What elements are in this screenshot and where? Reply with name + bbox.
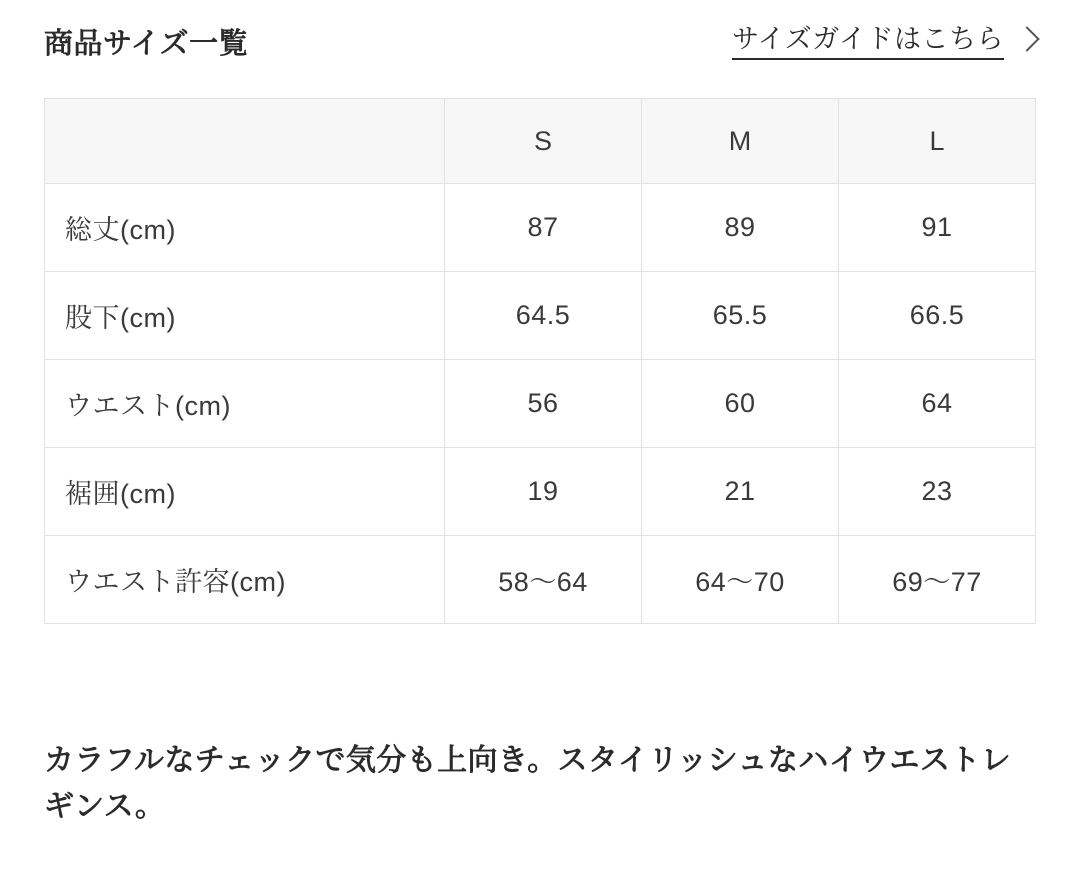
row-label-waist-tolerance: ウエスト許容(cm) bbox=[45, 536, 445, 624]
table-row bbox=[45, 536, 1036, 624]
size-table-wrapper bbox=[44, 98, 1036, 624]
table-header-m: M bbox=[642, 99, 839, 184]
cell-total-length-l: 91 bbox=[839, 184, 1036, 272]
size-table-body bbox=[45, 184, 1036, 624]
table-row bbox=[45, 448, 1036, 536]
row-label-waist: ウエスト(cm) bbox=[45, 360, 445, 448]
chevron-right-icon bbox=[1014, 26, 1039, 51]
row-label-inseam: 股下(cm) bbox=[45, 272, 445, 360]
row-label-hem: 裾囲(cm) bbox=[45, 448, 445, 536]
cell-waist-s: 56 bbox=[445, 360, 642, 448]
cell-hem-l: 23 bbox=[839, 448, 1036, 536]
table-header-s: S bbox=[445, 99, 642, 184]
size-table bbox=[44, 98, 1036, 624]
cell-inseam-m: 65.5 bbox=[642, 272, 839, 360]
row-label-total-length: 総丈(cm) bbox=[45, 184, 445, 272]
table-row bbox=[45, 272, 1036, 360]
page-title: 商品サイズ一覧 bbox=[44, 28, 249, 61]
cell-hem-s: 19 bbox=[445, 448, 642, 536]
table-row bbox=[45, 184, 1036, 272]
table-header-l: L bbox=[839, 99, 1036, 184]
size-guide-link-label: サイズガイドはこちら bbox=[732, 24, 1004, 60]
section-header bbox=[44, 0, 1036, 62]
size-table-header bbox=[45, 99, 1036, 184]
cell-waist-tolerance-s: 58〜64 bbox=[445, 536, 642, 624]
cell-total-length-s: 87 bbox=[445, 184, 642, 272]
cell-waist-l: 64 bbox=[839, 360, 1036, 448]
size-guide-link[interactable] bbox=[732, 24, 1036, 62]
cell-waist-tolerance-l: 69〜77 bbox=[839, 536, 1036, 624]
cell-inseam-l: 66.5 bbox=[839, 272, 1036, 360]
table-header-row bbox=[45, 99, 1036, 184]
cell-waist-m: 60 bbox=[642, 360, 839, 448]
product-description: カラフルなチェックで気分も上向き。スタイリッシュなハイウエストレギンス。 bbox=[44, 744, 1012, 823]
table-header-blank bbox=[45, 99, 445, 184]
cell-total-length-m: 89 bbox=[642, 184, 839, 272]
table-row bbox=[45, 360, 1036, 448]
cell-hem-m: 21 bbox=[642, 448, 839, 536]
cell-inseam-s: 64.5 bbox=[445, 272, 642, 360]
cell-waist-tolerance-m: 64〜70 bbox=[642, 536, 839, 624]
